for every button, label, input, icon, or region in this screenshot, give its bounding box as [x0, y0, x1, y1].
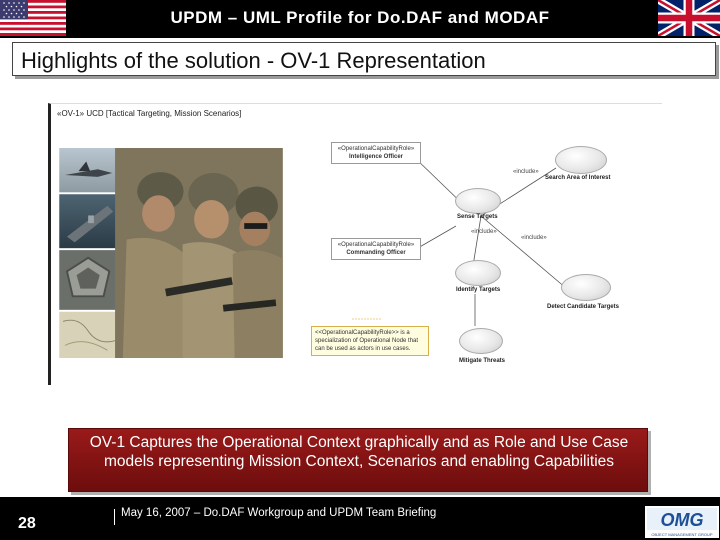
usecase-detect-candidate[interactable]	[561, 274, 611, 301]
svg-text:OMG: OMG	[660, 510, 704, 530]
footer-text: May 16, 2007 – Do.DAF Workgroup and UPDM Team Briefing	[121, 507, 437, 519]
uk-flag-icon	[658, 0, 720, 36]
usecase-label-mitigate-threats: Mitigate Threats	[459, 358, 506, 364]
usecase-mitigate-threats[interactable]	[459, 328, 503, 354]
edge-label-include: «include»	[513, 169, 539, 175]
subtitle-box	[12, 42, 716, 76]
header-bar	[0, 0, 720, 38]
page-number: 28	[18, 515, 36, 532]
omg-logo	[645, 506, 719, 538]
subtitle: Highlights of the solution - OV-1 Representation	[21, 48, 486, 73]
diagram-title: «OV-1» UCD [Tactical Targeting, Mission Scenarios]	[57, 109, 242, 118]
role-intelligence-officer[interactable]	[331, 142, 421, 164]
edge-label-include: «include»	[471, 229, 497, 235]
footer-bar	[0, 497, 720, 540]
svg-text:OBJECT MANAGEMENT GROUP: OBJECT MANAGEMENT GROUP	[651, 532, 713, 537]
caption-box	[68, 428, 648, 492]
edge-label-include: «include»	[521, 235, 547, 241]
role-name: Intelligence Officer	[348, 154, 403, 160]
role-stereotype: «OperationalCapabilityRole»	[337, 146, 415, 152]
role-commanding-officer[interactable]	[331, 238, 421, 260]
ov1-diagram	[48, 103, 662, 385]
role-name: Commanding Officer	[346, 250, 406, 256]
caption-text: OV-1 Captures the Operational Context graphically and as Role and Use Case models representing Mission Context, Scenarios and enabling Capabilities	[89, 434, 629, 470]
role-stereotype: «OperationalCapabilityRole»	[337, 242, 415, 248]
stereotype-note: <<OperationalCapabilityRole>> is a specialization of Operational Node that can be used as actors in use cases.	[311, 326, 429, 356]
usecase-sense-targets[interactable]	[455, 188, 501, 214]
usecase-label-sense-targets: Sense Targets	[457, 214, 498, 220]
footer-divider	[114, 509, 115, 525]
usecase-search-area[interactable]	[555, 146, 607, 174]
usecase-label-detect-candidate: Detect Candidate Targets	[547, 304, 619, 310]
usecase-identify-targets[interactable]	[455, 260, 501, 286]
slide-title: UPDM – UML Profile for Do.DAF and MODAF	[170, 8, 550, 27]
usecase-label-identify-targets: Identify Targets	[456, 287, 501, 293]
usecase-label-search-area: Search Area of Interest	[545, 175, 611, 181]
